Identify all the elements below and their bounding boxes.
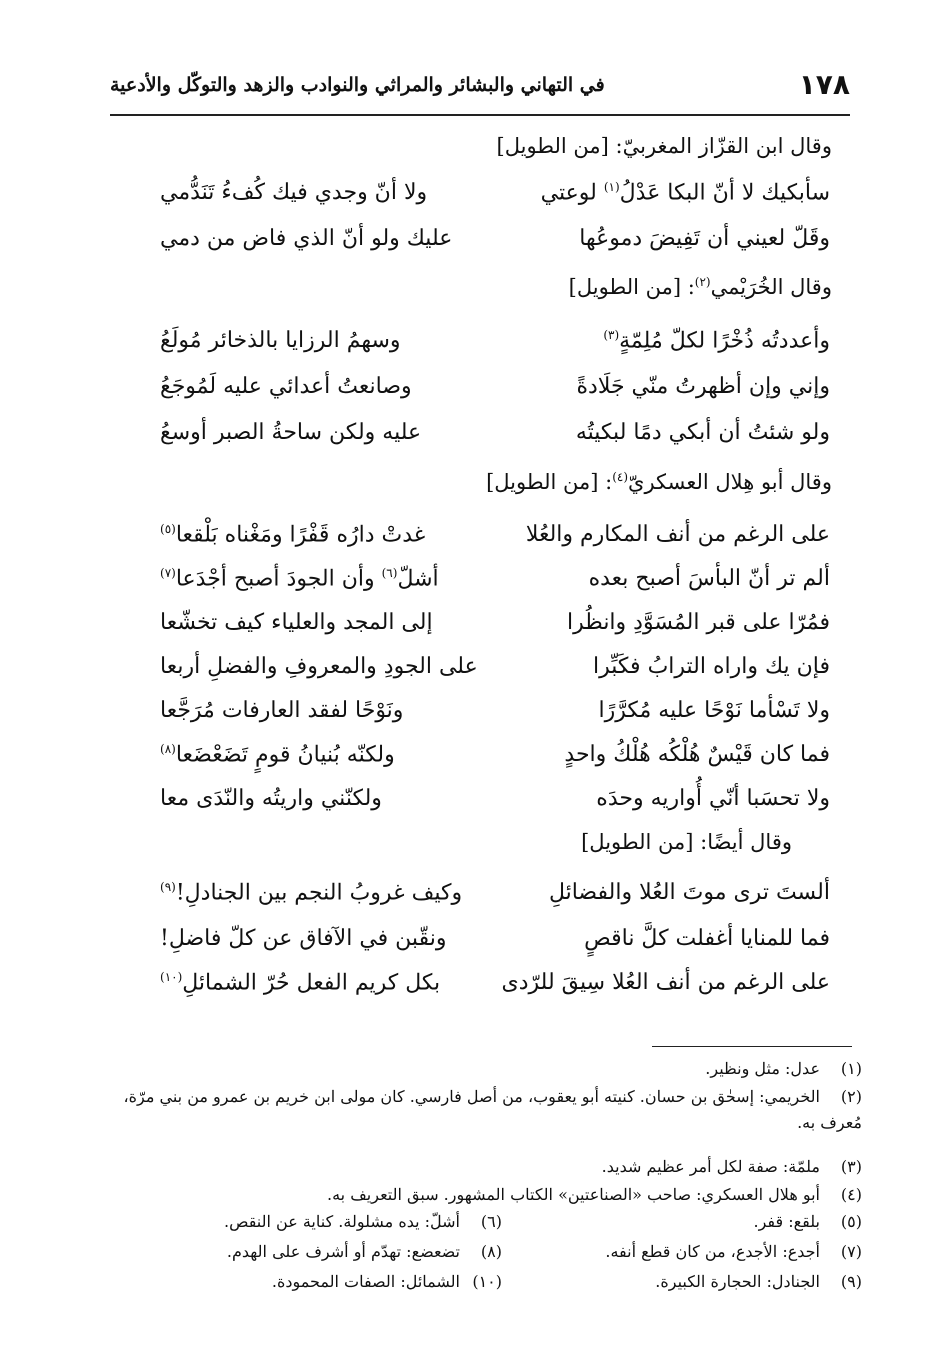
header-divider [110, 114, 850, 116]
verse-first-hemistich: فما كان قَيْسٌ هُلْكُه هُلْكُ واحدٍ [564, 742, 830, 767]
verse-line [140, 328, 830, 368]
verse-line [140, 654, 830, 694]
verse-second-hemistich: عليه ولكن ساحةُ الصبر أوسعُ [160, 420, 422, 445]
verse-second-hemistich: ولا أنّ وجدي فيك كُفءُ تَنَدُّمي [160, 180, 428, 205]
footnote: (٣)ملمّة: صفة لكل أمر عظيم شديد. [601, 1157, 862, 1176]
footnote-row [122, 1212, 862, 1238]
poem-intro: وقال أيضًا: [من الطويل] [581, 830, 792, 854]
verse-second-hemistich: وسهمُ الرزايا بالذخائر مُولَعُ [160, 328, 401, 353]
verse-line [140, 566, 830, 606]
verse-second-hemistich: على الجودِ والمعروفِ والفضلِ أربعا [160, 654, 478, 679]
footnote-row [122, 1242, 862, 1268]
verse-first-hemistich: وإني وإن أظهرتُ منّي جَلَادةً [576, 374, 830, 399]
verse-line [140, 880, 830, 920]
poem-intro: وقال أبو هِلال العسكريّ$^{(٤)}$: [من الطويل] [486, 470, 832, 494]
verse-second-hemistich: وصانعتُ أعدائي عليه لَمُوجَعُ [160, 374, 412, 399]
page-header [110, 68, 850, 112]
poem-intro: وقال ابن القزّاز المغربيّ: [من الطويل] [496, 134, 832, 158]
verse-line [140, 420, 830, 460]
verse-second-hemistich: غدتْ دارُه قَفْرًا ومَغْناه بَلْقعا$^{(٥)}$ [160, 522, 426, 548]
footnote-row [122, 1272, 862, 1298]
verse-second-hemistich: عليك ولو أنّ الذي فاض من دمي [160, 226, 453, 251]
footnote-ref: (٤) [612, 470, 629, 484]
verse-line [140, 926, 830, 966]
verse-second-hemistich: ونقّبن في الآفاق عن كلّ فاضلِ! [160, 926, 447, 951]
footnote: (٢)الخريمي: إسحٰق بن حسان. كنيته أبو يعقوب، من أصل فارسي. كان مولى ابن خريم بن عمرو من بني مرّة، مُعرف به. [123, 1087, 862, 1132]
verse-first-hemistich: ولا تَسْأما نَوْحًا عليه مُكرَّرًا [598, 698, 830, 723]
verse-first-hemistich: فمُرّا على قبر المُسَوَّدِ وانظُرا [567, 610, 830, 635]
footnote: (١٠)الشمائل: الصفات المحمودة. [271, 1272, 502, 1291]
verse-second-hemistich: بكل كريم الفعل حُرّ الشمائلِ$^{(١٠)}$ [160, 970, 441, 996]
footnote: (٤)أبو هلال العسكري: صاحب «الصناعتين» الكتاب المشهور. سبق التعريف به. [327, 1185, 862, 1204]
verse-second-hemistich: إلى المجد والعلياء كيف تخشّعا [160, 610, 433, 635]
page-number: ١٧٨ [798, 68, 850, 101]
verse-line [140, 374, 830, 414]
verse-first-hemistich: على الرغم من أنف المكارم والعُلا [525, 522, 830, 547]
footnote-divider [652, 1046, 852, 1047]
verse-first-hemistich: وأعددتُه ذُخْرًا لكلّ مُلِمّةٍ$^{(٣)}$ [603, 328, 830, 354]
verse-first-hemistich: فما للمنايا أغفلت كلَّ ناقصٍ [584, 926, 830, 951]
footnote: (٩)الجنادل: الحجارة الكبيرة. [655, 1272, 862, 1291]
verse-first-hemistich: ولا تحسَبا أنّي أُواريه وحدَه [596, 786, 830, 811]
running-title: في التهاني والبشائر والمراثي والنوادب والزهد والتوكّل والأدعية [110, 74, 605, 96]
verse-line [140, 786, 830, 826]
verse-first-hemistich: ألستَ ترى موتَ العُلا والفضائلِ [548, 880, 830, 905]
verse-first-hemistich: ألم تر أنّ البأسَ أصبح بعده [588, 566, 830, 591]
footnote-ref: (٧) [160, 566, 176, 580]
footnote: (٥)بلقع: قفر. [753, 1212, 862, 1231]
verse-first-hemistich: سأبكيك لا أنّ البكا عَدْلُ$^{(١)}$ لوعتي [540, 180, 830, 206]
poem-intro: وقال الخُرَيْمي$^{(٢)}$: [من الطويل] [568, 275, 832, 299]
verse-line [140, 970, 830, 1010]
footnote-ref: (٢) [694, 275, 711, 289]
verse-second-hemistich: ولكنّه بُنيانُ قومٍ تَضَعْضَعا$^{(٨)}$ [160, 742, 395, 768]
footnote: (١)عدل: مثل ونظير. [705, 1059, 862, 1078]
verse-line [140, 180, 830, 220]
verse-second-hemistich: ولكنّني واريتُه والنّدَى معا [160, 786, 382, 811]
footnote-ref: (٣) [603, 328, 620, 342]
footnote-ref: (٥) [160, 522, 176, 536]
footnote-ref: (١٠) [160, 970, 183, 984]
footnote-ref: (٩) [160, 880, 176, 894]
footnote-ref: (٨) [160, 742, 176, 756]
verse-first-hemistich: ولو شئتُ أن أبكي دمًا لبكيتُه [575, 420, 830, 445]
verse-second-hemistich: وكيف غروبُ النجم بين الجنادلِ!$^{(٩)}$ [160, 880, 463, 906]
verse-second-hemistich: ونَوْحًا لفقد العارفات مُرَجَّعا [160, 698, 404, 723]
footnote: (٦)أشلّ: يده مشلولة. كناية عن النقص. [224, 1212, 502, 1231]
verse-line [140, 698, 830, 738]
verse-line [140, 522, 830, 562]
verse-first-hemistich: على الرغم من أنف العُلا سِيقَ للرّدى [501, 970, 830, 995]
verse-first-hemistich: فإن يك واراه الترابُ فكَبِّرا [593, 654, 830, 679]
verse-line [140, 742, 830, 782]
verse-first-hemistich: وقَلّ لعيني أن تَفِيضَ دموعُها [579, 226, 830, 251]
footnote-ref: (٦) [381, 566, 398, 580]
verse-line [140, 610, 830, 650]
verse-second-hemistich: أشلّ$^{(٦)}$ وأن الجودَ أصبح أجْدَعا$^{(٧)}$ [160, 566, 439, 592]
footnote: (٨)تضعضع: تهدّم أو أشرف على الهدم. [226, 1242, 502, 1261]
footnote: (٧)أجدع: الأجدع، من كان قطع أنفه. [605, 1242, 862, 1261]
verse-line [140, 226, 830, 266]
footnote-ref: (١) [603, 180, 620, 194]
